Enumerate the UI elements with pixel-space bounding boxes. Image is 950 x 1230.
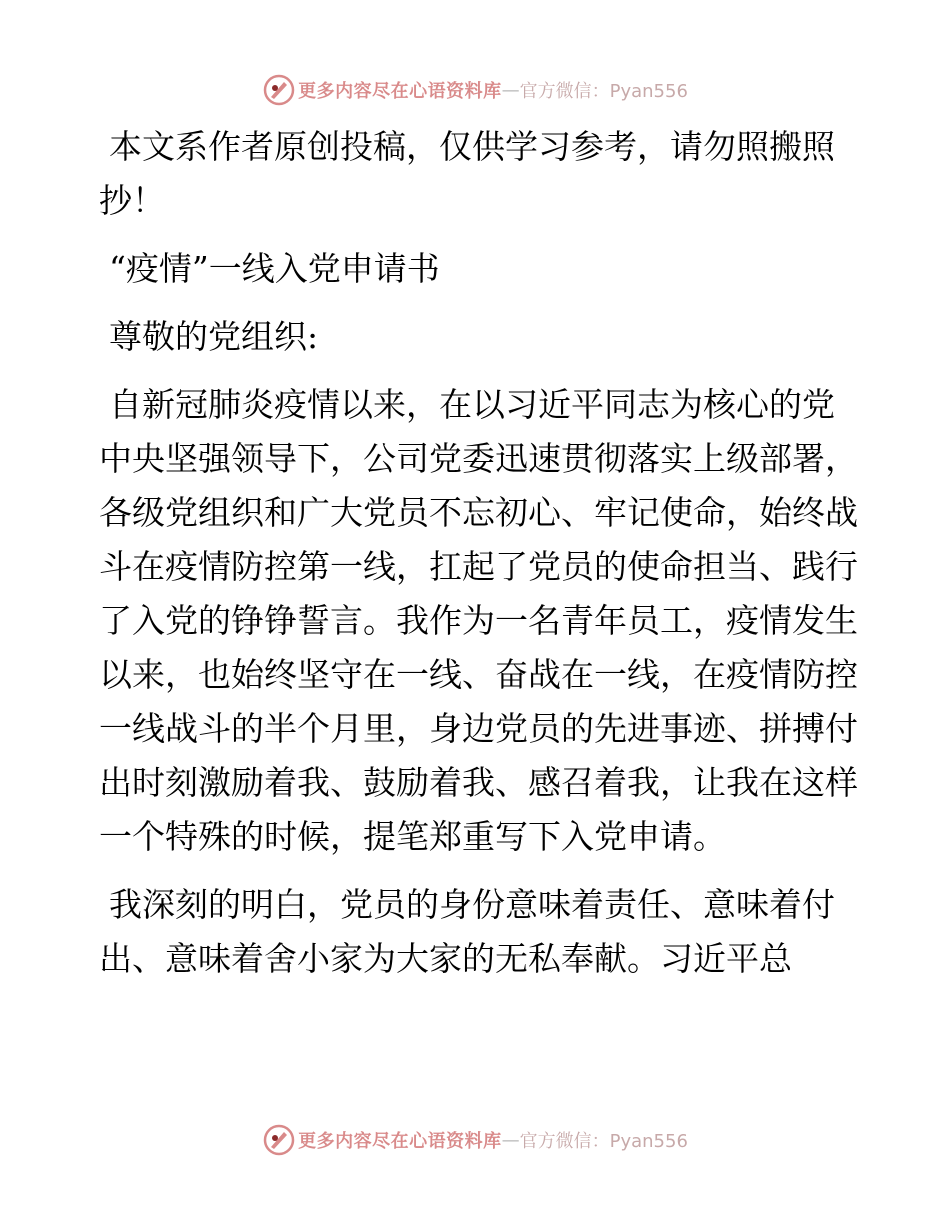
banner-contact-text: 官方微信：Pyan556 — [519, 81, 688, 102]
header-watermark-banner — [0, 70, 950, 110]
banner-main-text: 更多内容尽在心语资料库 — [298, 81, 502, 102]
salutation: 尊敬的党组织: — [109, 317, 319, 356]
seal-logo-icon — [262, 73, 296, 107]
banner-main-text: 更多内容尽在心语资料库 — [298, 1131, 502, 1152]
footer-watermark-banner — [0, 1120, 950, 1160]
banner-separator: — — [501, 1129, 520, 1151]
document-title: “疫情”一线入党申请书 — [109, 249, 440, 288]
document-body — [99, 120, 859, 1000]
disclaimer-paragraph: 本文系作者原创投稿，仅供学习参考，请勿照搬照抄！ — [99, 127, 835, 220]
body-paragraph: 自新冠肺炎疫情以来，在以习近平同志为核心的党中央坚强领导下，公司党委迅速贯彻落实上级部署，各级党组织和广大党员不忘初心、牢记使命，始终战斗在疫情防控第一线，扛起了党员的使命担当、践行了入党的铮铮誓言。我作为一名青年员工，疫情发生以来，也始终坚守在一线、奋战在一线，在疫情防控一线战斗的半个月里，身边党员的先进事迹、拼搏付出时刻激励着我、鼓励着我、感召着我，让我在这样一个特殊的时候，提笔郑重写下入党申请。 — [99, 385, 858, 856]
banner-separator: — — [501, 79, 520, 101]
banner-contact-text: 官方微信：Pyan556 — [519, 1131, 688, 1152]
body-paragraph: 我深刻的明白，党员的身份意味着责任、意味着付出、意味着舍小家为大家的无私奉献。习近平总 — [99, 885, 835, 978]
seal-logo-icon — [262, 1123, 296, 1157]
